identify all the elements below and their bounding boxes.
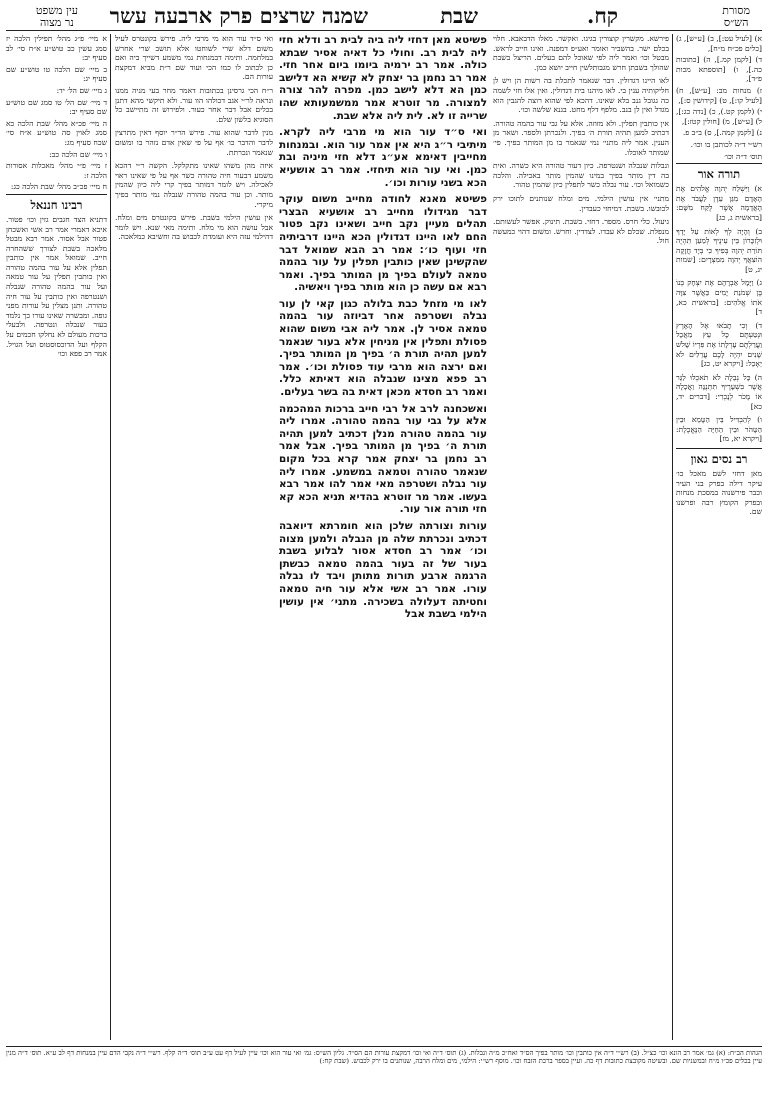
rashi-paragraph: ונבלות שנבלה ושנטרפה. כיון דעור טהורה היא כשרה. ואית בה דין מותר בפיך במינו שהמין מותר באכילה. והלכה כשמואל וכו׳. עור נבלה כשר לתפלין כיון שהמין טהור. [493, 161, 669, 190]
masoret-item: א) [לעיל עט:], ב) [ע״ש], ג) [כלים פכ״ח מ״ח], [676, 34, 762, 53]
tosafot-paragraph: מנין לדבר שהוא עור. פירש הר״ר יוסף דאין מתרצין לדבר והדבר כו׳ אף על פי שאין אדם נזהר בו ומשום שנאמר ונכרתת. [115, 128, 273, 157]
rav-nissim-text: מאן דחזי לשם מאכל כו׳ עיקר דילה בפרק בני העיר וכבר פירשנוה במסכת מנחות ובפרק הקומץ רבה ופרשנו שם. [676, 468, 762, 517]
gemara-paragraph: פשיטא מאן דחזי ליה ביה לבית רב ודלא חזי ליה לבית רב. וחולי כל דאיה אסיר שבתא כולה. אמר רב ירמיה ביומו ביום אחר חזי. אמר רב נחמן בר יצחק לא קשיא הא דלישב כמן הא דלא לישב כמן. מפרה להר צורה למצורה. מר זוטרא אמר ממשמעותא שהו שרייה זו לא. לית ליה אלא שבת. [279, 34, 487, 122]
left-margin-column [6, 34, 107, 1040]
torah-or-verse: ד) וְכִי תָבֹאוּ אֶל הָאָרֶץ וּנְטַעְתֶּם כָּל עֵץ מַאֲכָל וַעֲרַלְתֶּם עָרְלָתוֹ אֶת פִּרְיוֹ שָׁלֹשׁ שָׁנִים יִהְיֶה לָכֶם עֲרֵלִים לֹא יֵאָכֵל: [ויקרא יט, כג] [676, 320, 762, 369]
chapter-title: שמנה שרצים פרק ארבעה עשר [109, 3, 368, 28]
masoret-item: י) (לקמן קט.), כ) [נדה כג:], ל) [ע״ש], מ) [חולין קטז:], [676, 107, 762, 126]
gemara-paragraph: פשיטא מאנא לחודה מחייב משום עוקר דבר מגידולו מחייב רב אושעיא הבצרי תהלים מעיין נקב חייב ושאינו נקב פטור החם לאו היינו דגדולין הכא היינו דרביתיה חזי ועוף כו׳: אמר רב הבא שמואל דבר שהקשינן שאין כותבין תפלין על עור בהמה טמאה לעולם בפיך מן המותר בפיך. ואמר רבא אם עשה כן הוא מותר בפיך ויאשיה. [279, 193, 487, 294]
right-margin-column [676, 34, 762, 1040]
gemara-paragraph: עורות וצורתה שלכן הוא חומרתא דיואבה דכתיב ונכרתת שלה מן הנבלה ולמען מצוה וכו׳ אמר רב חסדא אסור לבלוע בשבת בעור של זה בעור בהמה טמאה כבשתן הרגמה ארבע תורות מתותן ויבד לו נבלה עורו. אמר רב אשי אלא עור חיה טמאה וחטיתה דעלולה בשכירה. מתני׳ אין עושין הילמי בשבת אבל [279, 519, 487, 621]
gemara-paragraph: לאו מי מזחל כבת בלולה כגון קאי לן עור נבלה ושטרפה אחר דביוזה עור בהמה טמאה אסיר לן. אמר ליה אבי משום שהוא פסולת ותפלין אין מניחין אלא בעור שנאמר למען תהיה תורת ה׳ בפיך מן המותר בפיך. ואם ירצה הוא מרבי עוד פסולת וכו׳. אמר רב פפא מצינו שנבלה הוא דאיתא כלל. ואמר רב חסדא מכאן דאית בה בשר בעלים. [279, 297, 487, 399]
rabbeinu-chananel-title: רבינו חננאל [6, 194, 107, 212]
daf-number: קח. [587, 3, 618, 28]
ein-mishpat-item: ה מיי׳ פכ״א מהל׳ שבת הלכה כא סמג לאוין סה טוש״ע א״ח סי׳ שכח סעיף מג: [6, 118, 107, 147]
column-divider [110, 34, 111, 1040]
tosafot-paragraph: ואי ס״ד עור הוא מי מרבי ליה. פירש בקונטרס לעיל משום דלא שרי לשוחטו אלא תושב שרי אחרש במלחמה. ותימה דבמנחות נמי משמע דשייך ביה ואם כן לכתוב לו כמו הכי ועוד שם ר״ת מביא דמקצת עורות הם. [115, 34, 273, 82]
torah-or-verse: א) וַיִּשְׁלַח יְהוָה אֱלֹהִים אֶת הָאָדָם מִגַּן עֵדֶן לַעֲבֹד אֶת הָאֲדָמָה אֲשֶׁר לֻקַּח מִשָּׁם: [בראשית ג, כג] [676, 184, 762, 222]
ein-mishpat-item: ד מיי׳ שם הל׳ טו סמג שם טוש״ע שם סעיף יב: [6, 97, 107, 117]
rashi-paragraph: לאו היינו דגדולין. דבר שנאמר לתכלת בה רשות הן ויש לן חליקותיה ענין בי. לאו מיהנו בית דגדולין. ואין אלו חזי לשמה כה גגובל גנב בלא שאינו. דהכא לפי שהוא רוצה להגבין הוא מגדל ואין לן בנב. מלפף דלף מחט. בגנא שלשה וכו׳. [493, 76, 669, 115]
masoret-item: נ) [לקמן קמה.], ס) ב״ב פ. [682, 128, 762, 138]
tosafot-paragraph: איזה מהן משהו שאינו מתקלקל. הקשה ר״י דהכא משמע דבעור חיה טהורה כשר אף על פי שאינו ראוי לאכילה. ויש לומר דמותר בפיך קרי ליה כיון שהמין מותר. וכן עור בהמה טהורה שנבלה נמי מותר בפיך מיקרי. [115, 161, 273, 209]
ein-mishpat-item: ו מיי׳ שם הלכה כב: [49, 149, 107, 159]
masoret-item: רש״י ד״ה לכותבן בו וכו׳. [690, 139, 762, 149]
ein-mishpat [6, 34, 107, 192]
tosafot-commentary [115, 34, 273, 1040]
masoret-header-label: מסורת הש״ס [722, 4, 750, 29]
masoret-hashas [676, 34, 762, 161]
rashi-paragraph: פירשא. מקשרין קוצורין בגיגו. ואקשר. מאלו הדבאבא. חלוי בכלם ישר. בהשביר ואומר ואע״פ דמפנה. ואינו חייב לראש. מבטל וכו׳ ואמר ליה לפי שאוכל להם בעלים. הריצל בשבת שהולך בשבתן חרש מגבותלשין חייב יושא כמן. [493, 34, 669, 72]
masoret-item: ז) מנחות מב: [ע״ש], ח) [לעיל קו:], ט) [קידושין ס:], [676, 85, 762, 105]
gemara-paragraph: ואשכחנה לרב אל רבי חייב ברכות המהכמה אלא על גבי עור בהמה טהורה. אמרו ליה עור בהמה טהורה מנלן דכתיב למען תהיה תורת ה׳ בפיך מן המותר בפיך. אבל אמר רב נחמן בר יצחק אמר קרא בכל מקום שנאמר טהורה וטמאה במשמע. אמרו ליה עור נבלה ושטרפה מאי אמר להו אמר רבא בעשו. אמר מר זוטרא בהדיא תניא הכא קא חזי תורה אור עור. [279, 402, 487, 516]
torah-or-verse: ו) לְהַבְדִּיל בֵּין הַטָּמֵא וּבֵין הַטָּהֹר וּבֵין הַחַיָּה הַנֶּאֱכֶלֶת: [ויקרא יא, מז] [676, 415, 762, 444]
tosafot-paragraph: אין עושין הילמי בשבת. פירש בקונטרס מים ומלח. אבל עושה הוא מי מלח. ותימה מאי שנא. ויש לומר דהילמי עזה היא ועומדת לכבוש בה וחשיבא כמלאכה. [115, 213, 273, 242]
torah-or-title: תורה אור [676, 163, 762, 181]
ein-mishpat-item: ג מיי׳ שם הל׳ יד: [56, 85, 107, 95]
bottom-glosses: הגהות הב״ח: (א) גמ׳ אמר רב הונא וכו׳ כצ״ל. (ב) רש״י ד״ה אין כותבין וכו׳ מותר בפיך הס״ד ואח״כ מ״ה ונבלות. (ג) תוס׳ ד״ה ואי וכו׳ דמקצת עורות הם הס״ד. גליון הש״ס: גמ׳ ואי עור הוא וכו׳ עיין לעיל דף עט ע״ב תוס׳ ד״ה קלף. רש״י ד״ה נקבי הדם עיין במנחות דף לב ע״א. תוס׳ ד״ה מנין עיין בכלים פכ״ו מ״ח ובמשניות שם. ובשיטה מקובצת כתובות דף כה. ועיין בספר ברכת הזבח וכו׳. מוסף רש״י: הילמי, מים ומלח הרבה, שנותנים בו ירק לכבוש. (שבת קח:) [6, 1046, 762, 1113]
masoret-item: תוס׳ ד״ה וכו׳ [724, 151, 762, 161]
rashi-paragraph: גיעול. כלי חרס. מספר. דחזי. בשבת. תינוק. אפשר לעשותם. מנפלת. שכלם לא עבדו. לצדדין. וחרש. ומשום דהוי כמעשה חול. [493, 217, 669, 246]
ein-mishpat-item: ז מיי׳ פ״י מהל׳ מאכלות אסורות הלכה ז: [6, 161, 107, 180]
masechet-name: שבת [440, 3, 478, 28]
torah-or-verse: ג) וַיָּמָל אַבְרָהָם אֶת יִצְחָק בְּנוֹ בֶּן שְׁמֹנַת יָמִים כַּאֲשֶׁר צִוָּה אֹתוֹ אֱלֹהִים: [בראשית כא, ד] [676, 278, 762, 317]
gemara-paragraph: ואי ס״ד עור הוא מי מרבי ליה לקרא. מיתיבי ר״ג היא אין אמר עור הוא. ובמנחות מחייבין דאימא אע״ג דלא חזי מיניה ובת כמן. ואי עור הוא תיחזי. אמר רב אושעיא הכא בשני עורות וכו׳. [279, 126, 487, 189]
rashi-paragraph: אין כותבין תפלין. ולא מזוזה. אלא על גבי עור בהמה טהורה. דכתיב למען תהיה תורת ה׳ בפיך. ולנכרתן ולספר. ושאר מן הענין. אמר ליה מתני׳ נמי שנאמר בו מן המותר בפיך. פי׳ שמותר לאוכלו. [493, 118, 669, 157]
tosafot-paragraph: ר״ח הכי גרסינן בכתובות דאמר מחר בעי מניה ממנו ונראה לר״י אגב דכולהו הוו עור. ולא תיקשי מהא דתנן בכלים אבל דבר אחר כעור. ולפירוש זה מתיישב כל הסוגיא בלשון שלם. [115, 85, 273, 124]
ein-mishpat-header-label: עין משפט נר מצוה [35, 4, 78, 29]
page-header [0, 4, 768, 30]
torah-or-verse: ב) וְהָיָה לְךָ לְאוֹת עַל יָדְךָ וּלְזִכָּרוֹן בֵּין עֵינֶיךָ לְמַעַן תִּהְיֶה תּוֹרַת יְהוָה בְּפִיךָ כִּי בְּיָד חֲזָקָה הוֹצִאֲךָ יְהוָה מִמִּצְרָיִם: [שמות יג, ט] [676, 226, 762, 274]
column-divider [672, 34, 673, 1040]
ein-mishpat-item: ח מיי׳ פכ״ב מהל׳ שבת הלכה כג: [10, 182, 107, 192]
torah-or-verses [676, 184, 762, 444]
rav-nissim-title: רב נסים גאון [676, 448, 762, 466]
ein-mishpat-item: ב מיי׳ שם הלכה טו טוש״ע שם סעיף יג: [6, 64, 107, 84]
ein-mishpat-item: א מיי׳ פ״ג מהל׳ תפילין הלכה יז סמג עשין כב טוש״ע א״ח סי׳ לב סעיף יב: [6, 34, 107, 63]
rabbeinu-chananel-text: דתניא הצד חגבים גזין וכו׳ פטור. איכא דאמרי אמר רב אשי ואשכחן פטור אבל אסור. אמר רבא מבטל מלאכה בשבת לצורך ששהחרה חייב. שמואל אמר אין כותבין תפלין אלא על עור בהמה טהורה ואין כותבין תפלין על עור טמאה ועל עור בהמה טהורה שנבלה ושנטרפה ואין כותבין על עור חיה טהורה. ותנן מצלין על עורות מפני גופה. ומבשרה שאינו עורו כך נלמד בעור שנבלה ונטרפה. ולבעלי ברכות מעולם לא נחלקו חכמים על הקלף ועל הדוכסוסטוס ועל הגויל. אמר רב פפא וכו׳ [6, 214, 107, 359]
rashi-commentary [493, 34, 669, 1040]
torah-or-verse: ה) כָּל נְבֵלָה לֹא תֹאכְלוּ לַגֵּר אֲשֶׁר בִּשְׁעָרֶיךָ תִּתְּנֶנָּה וַאֲכָלָהּ אוֹ מָכֹר לְנָכְרִי: [דברים יד, כא] [676, 372, 762, 411]
rashi-paragraph: מתני׳ אין עושין הילמי. מים ומלח שנותנים לתוכו ירק לכובשו. בשבת. דמיחזי כעבדין. [493, 193, 669, 213]
gemara-main-text [279, 34, 487, 1040]
masoret-item: ד) [לקמן קמ.], ה) [כתובות כה.], ו) [תוספתא מכות פ״ד], [676, 55, 762, 84]
header-rule [6, 30, 762, 31]
